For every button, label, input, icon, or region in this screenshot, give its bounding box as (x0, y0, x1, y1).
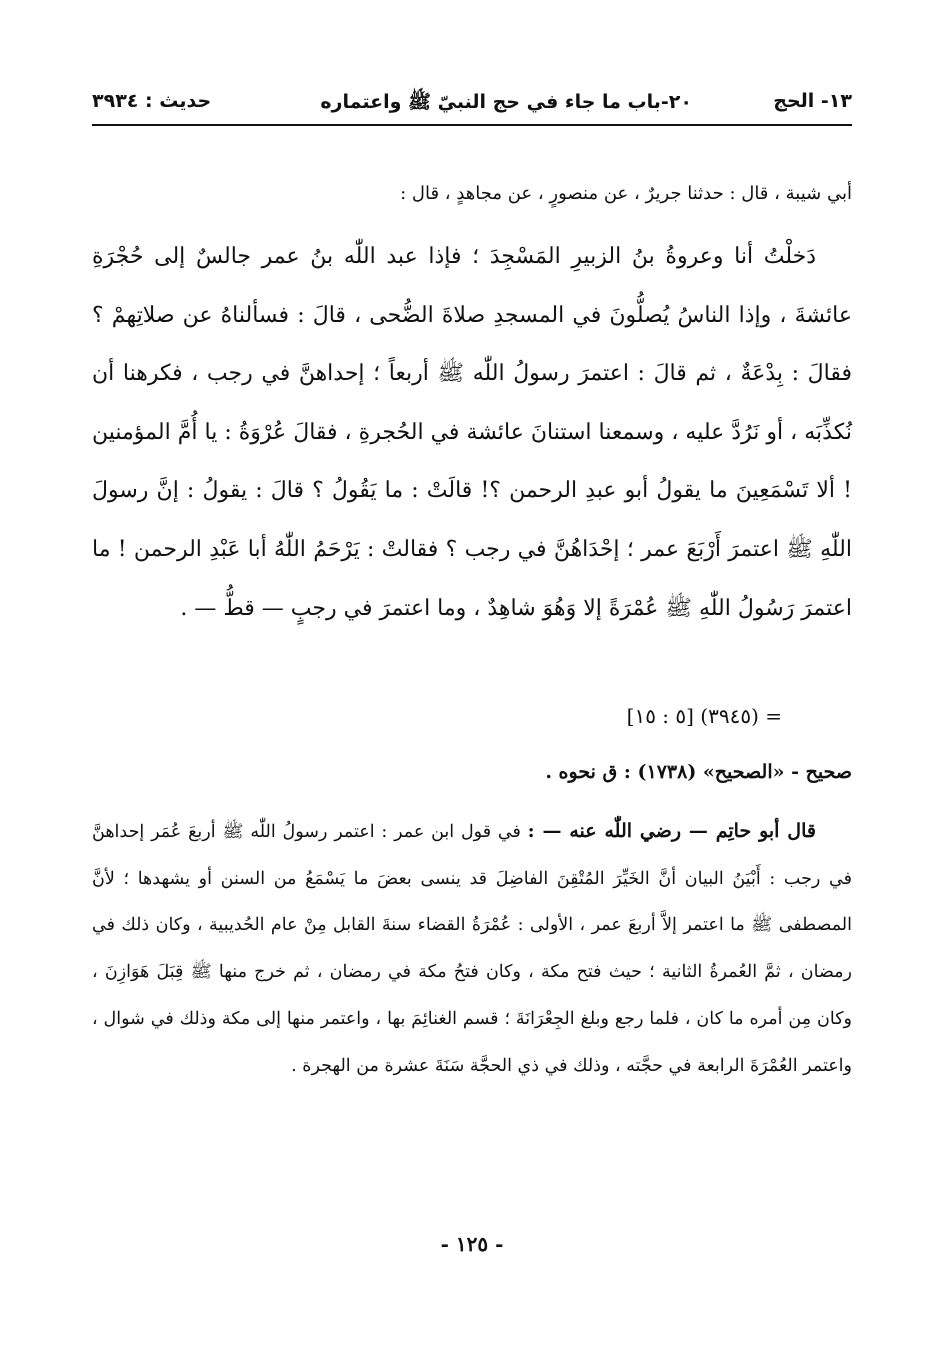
book-page (92, 0, 852, 1369)
running-header (92, 86, 852, 120)
section-title: ٢٠-باب ما جاء في حج النبيّ ﷺ واعتماره (320, 91, 692, 113)
header-rule (92, 124, 852, 126)
commentary-lead: قال أبو حاتِم — رضي اللّٰه عنه — : (527, 820, 816, 842)
page-number: - ١٢٥ - (440, 1232, 504, 1256)
hadith-body (92, 228, 852, 638)
commentary-paragraph (92, 808, 852, 1089)
hadith-grading: صحيح - «الصحيح» (١٧٣٨) : ق نحوه . (545, 761, 852, 783)
hadith-text: دَخلْتُ أنا وعروةُ بنُ الزبيرِ المَسْجِدَ ؛ فإذا عبد اللّٰه بنُ عمر جالسٌ إلى حُجْرَةِ عائشةَ ، وإذا الناسُ يُصلُّونَ في المسجدِ صلاةَ الضُّحى ، قالَ : فسألناهُ عن صلاتِهمْ ؟ فقالَ : بِدْعَةٌ ، ثم قالَ : اعتمرَ رسولُ اللّٰه ﷺ أربعاً ؛ إحداهنَّ في رجب ، فكرهنا أن نُكذِّبَه ، أو نَرُدَّ عليه ، وسمعنا استنانَ عائشة في الحُجرةِ ، فقالَ عُرْوَةُ : يا أُمَّ المؤمنين ! ألا تَسْمَعِينَ ما يقولُ أبو عبدِ الرحمن ؟! قالَتْ : ما يَقُولُ ؟ قالَ : يقولُ : إنَّ رسولَ اللّٰهِ ﷺ اعتمرَ أَرْبَعَ عمر ؛ إحْدَاهُنَّ في رجب ؟ فقالتْ : يَرْحَمُ اللّٰهُ أبا عَبْدِ الرحمن ! ما اعتمرَ رَسُولُ اللّٰهِ ﷺ عُمْرَةً إلا وَهُوَ شاهِدٌ ، وما اعتمرَ في رجبٍ — قطُّ — . (92, 244, 853, 621)
commentary-text: في قول ابن عمر : اعتمر رسولُ اللّٰه ﷺ أربعَ عُمَر إحداهنَّ في رجب : أَبْيَنُ البيان أنَّ الخَيِّرَ المُتْقِنَ الفاضِلَ قد ينسى بعضَ ما يَسْمَعُ من السنن أو يشهدها ؛ لأنَّ المصطفى ﷺ ما اعتمر إلاَّ أربعَ عمر ، الأولى : عُمْرَةُ القضاء سنةَ القابل مِنْ عام الحُديبية ، وكان ذلك في رمضان ، ثمَّ العُمرةُ الثانية ؛ حيث فتح مكة ، وكان فتحُ مكة في رمضان ، ثم خرج منها ﷺ قِبَلَ هَوَازِنَ ، وكان مِن أمره ما كان ، فلما رجع وبلغ الجِعْرَانَةَ ؛ قسم الغنائِمَ بها ، واعتمر منها إلى مكة وذلك في شوال ، واعتمر العُمْرَةَ الرابعة في حجَّته ، وذلك في ذي الحجَّة سَنَةَ عشرة من الهجرة . (92, 822, 852, 1076)
chapter-title: ١٣- الحج (773, 90, 852, 112)
commentary (92, 808, 852, 1089)
isnad-intro: أبي شيبة ، قال : حدثنا جريرٌ ، عن منصورٍ ، عن مجاهدٍ ، قال : (400, 183, 852, 204)
cross-reference: = (٣٩٤٥) [٥ : ١٥] (626, 704, 782, 728)
hadith-number: حديث : ٣٩٣٤ (92, 90, 212, 112)
